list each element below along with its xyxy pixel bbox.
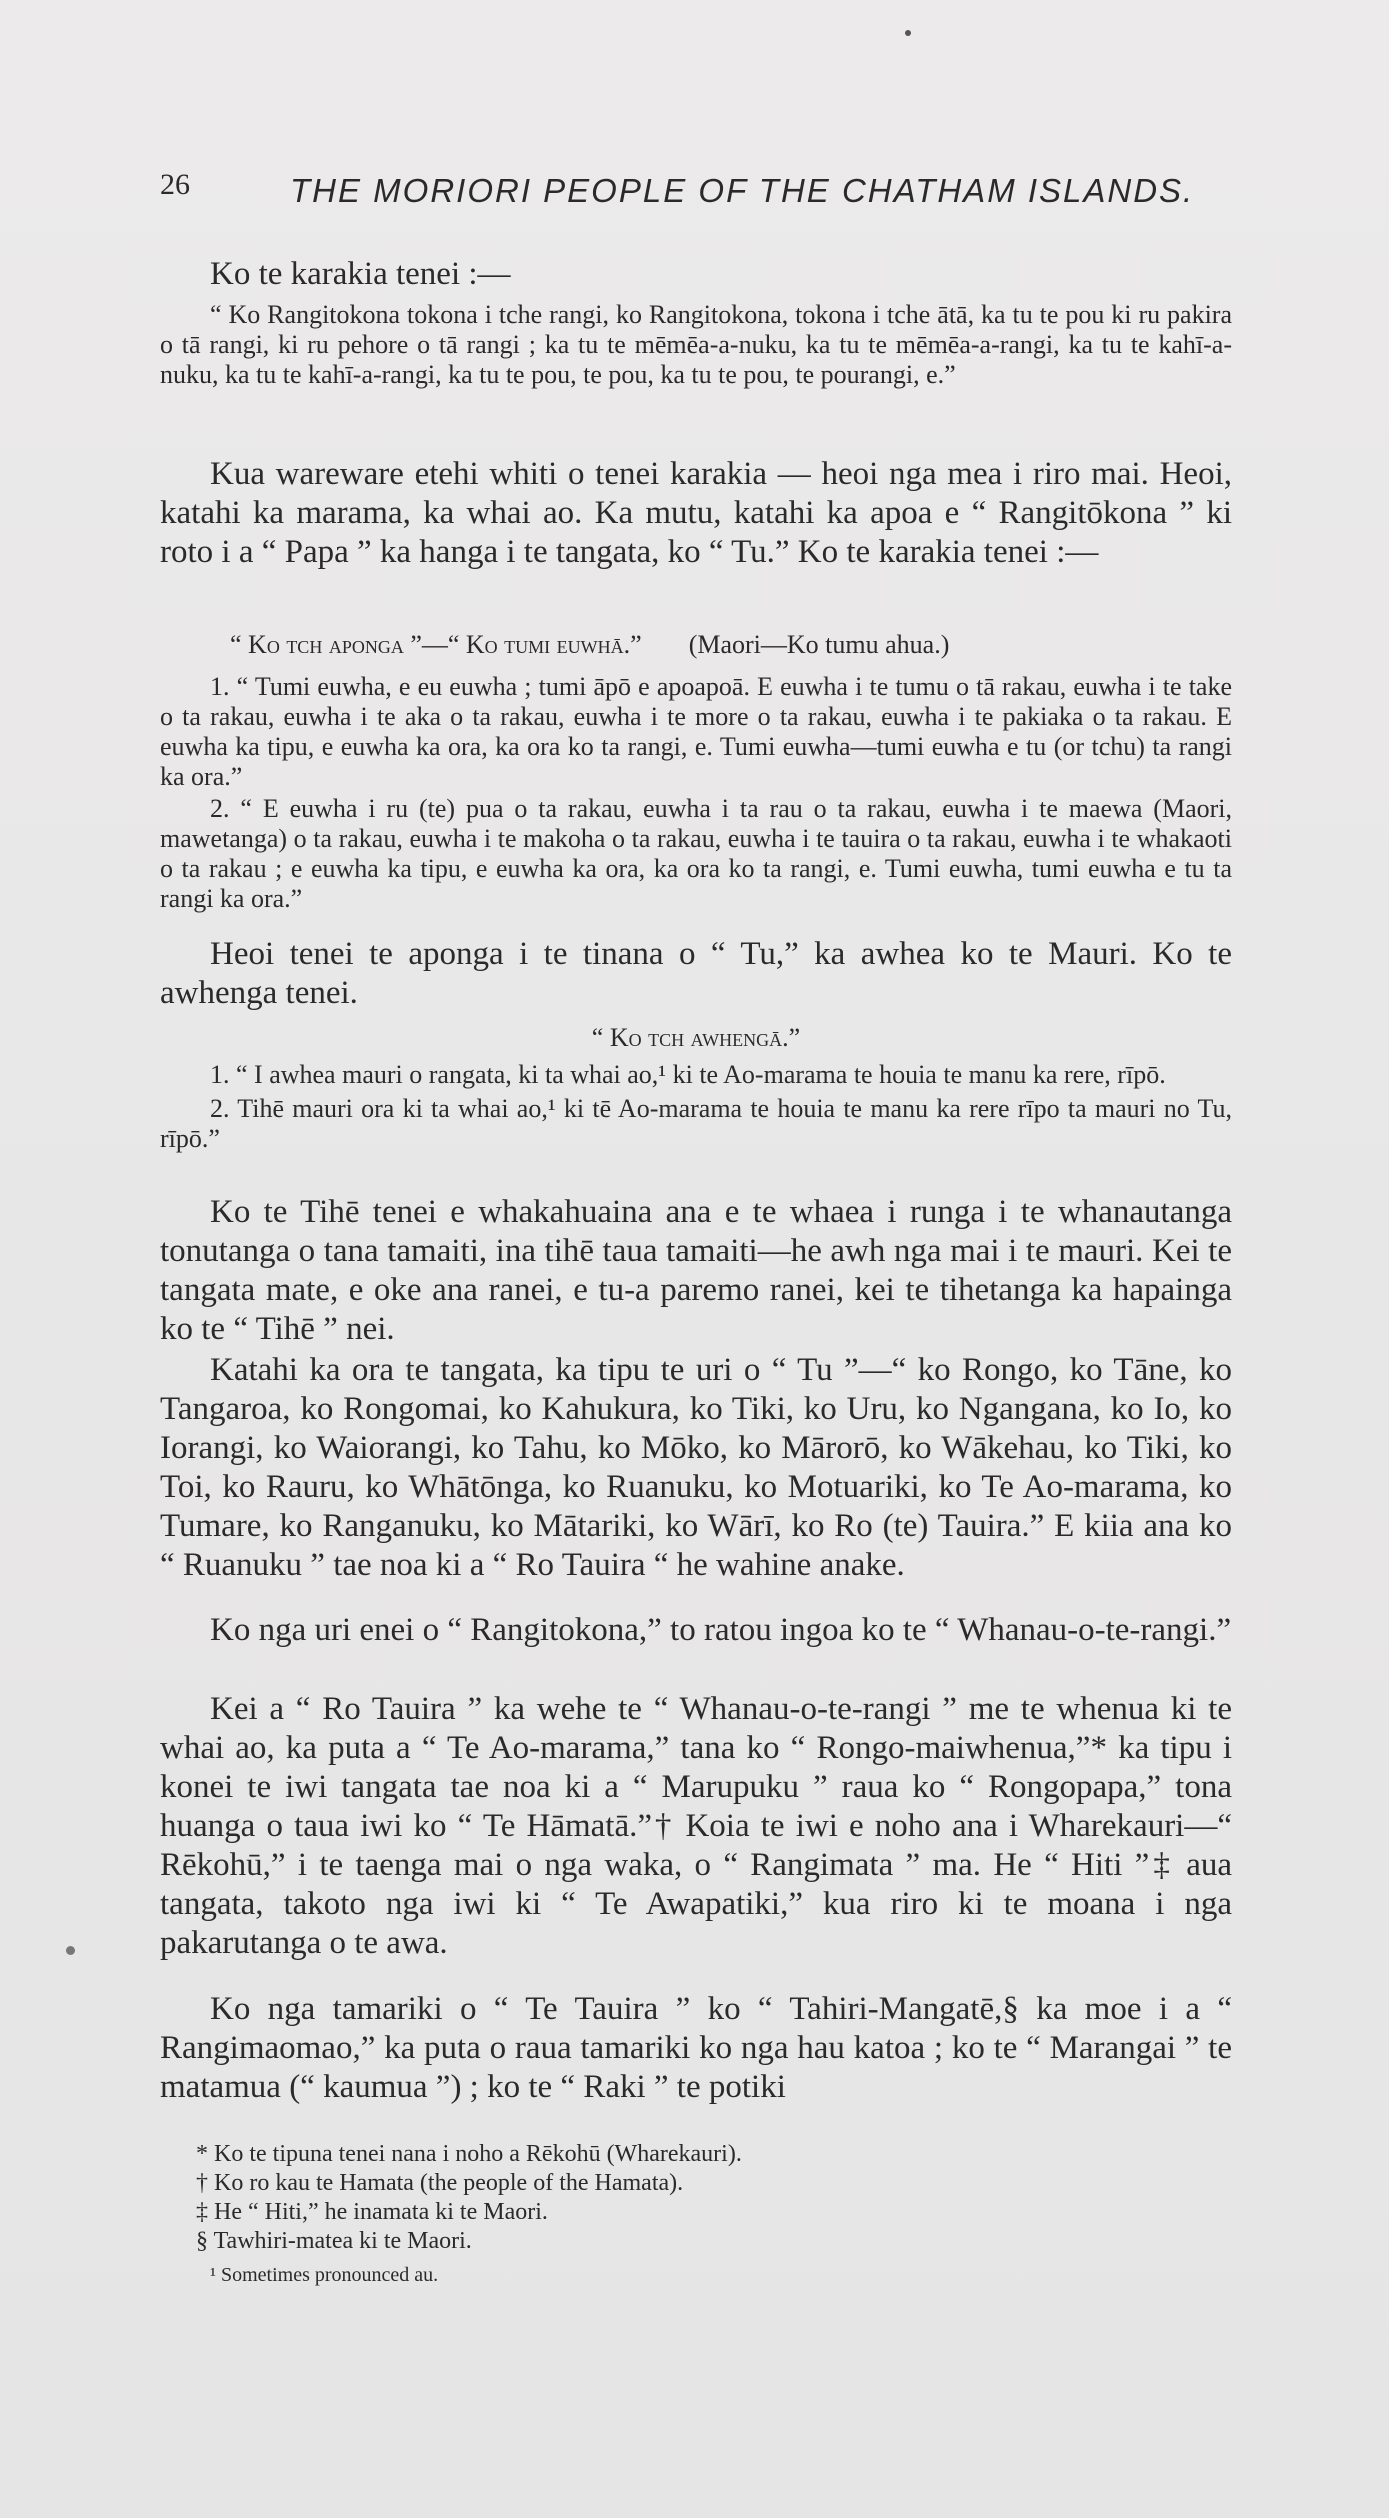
paragraph-5 xyxy=(160,1611,1232,1650)
heading-text: “ Ko tch aponga ”—“ Ko tumi euwhā.” xyxy=(230,630,642,659)
paragraph-text: Katahi ka ora te tangata, ka tipu te uri o “ Tu ”—“ ko Rongo, ko Tāne, ko Tangaroa, ko Rongomai, ko Kahukura, ko Tiki, ko Uru, ko Ngangana, ko Io, ko Iorangi, ko Waiorangi, ko Tahu, ko Mōko, ko Mārorō, ko Wākehau, ko Tiki, ko Toi, ko Rauru, ko Whātōnga, ko Ruanuku, ko Motuariki, ko Te Ao-marama, ko Tumare, ko Ranganuku, ko Mātariki, ko Wārī, ko Ro (te) Tauira.” E kiia ana ko “ Ruanuku ” tae noa ki a “ Ro Tauira “ he wahine anake. xyxy=(160,1352,1232,1583)
heading-note: (Maori—Ko tumu ahua.) xyxy=(688,630,950,659)
section-heading-aponga xyxy=(160,630,1232,660)
body-intro xyxy=(160,255,1232,294)
running-title: THE MORIORI PEOPLE OF THE CHATHAM ISLANDS. xyxy=(290,172,1195,209)
page-number: 26 xyxy=(160,168,190,201)
footnote: § Tawhiri-matea ki te Maori. xyxy=(196,2228,472,2254)
paragraph-text: Kua wareware etehi whiti o tenei karakia — heoi nga mea i riro mai. Heoi, katahi ka marama, ka whai ao. Ka mutu, katahi ka apoa e “ Rangitōkona ” ki roto i a “ Papa ” ka hanga i te tangata, ko “ Tu.” Ko te karakia tenei :— xyxy=(160,456,1232,570)
paragraph-text: Kei a “ Ro Tauira ” ka wehe te “ Whanau-o-te-rangi ” me te whenua ki te whai ao, ka puta a “ Te Ao-marama,” tana ko “ Rongo-maiwhenua,”* ka tipu i konei te iwi tangata tae noa ki a “ Marupuku ” raua ko “ Rongopapa,” tona huanga o taua iwi ko “ Te Hāmatā.”† Koia te iwi e noho ana i Wharekauri—“ Rēkohū,” i te taenga mai o nga waka, o “ Rangimata ” ma. He “ Hiti ”‡ aua tangata, takoto nga iwi ki “ Te Awapatiki,” kua riro ki te moana i nga pakarutanga o te awa. xyxy=(160,1691,1232,1961)
list-item: 1. “ I awhea mauri o rangata, ki ta whai ao,¹ ki te Ao-marama te houia te manu ka rere, rīpō. xyxy=(210,1060,1166,1089)
paragraph-7 xyxy=(160,1990,1232,2107)
numbered-list-awhenga xyxy=(160,1060,1232,1154)
karakia-block xyxy=(160,300,1232,390)
footnote: † Ko ro kau te Hamata (the people of the Hamata). xyxy=(196,2170,684,2196)
list-item: 2. “ E euwha i ru (te) pua o ta rakau, euwha i ta rau o ta rakau, euwha i te maewa (Maori, mawetanga) o ta rakau, euwha i te makoha o ta rakau, euwha i te tauira o ta rakau, euwha i te whakaoti o ta rakau ; e euwha ka tipu, e euwha ka ora, ka ora ko ta rangi, e. Tumi euwha, tumi euwha e tu ta rangi ka ora.” xyxy=(160,794,1232,913)
heading-text: “ Ko tch awhengā.” xyxy=(591,1023,801,1052)
footnote: * Ko te tipuna tenei nana i noho a Rēkohū (Wharekauri). xyxy=(196,2141,742,2167)
running-head xyxy=(160,168,1232,218)
paragraph-text: Heoi tenei te aponga i te tinana o “ Tu,” ka awhea ko te Mauri. Ko te awhenga tenei. xyxy=(160,936,1232,1011)
footnote: ‡ He “ Hiti,” he inamata ki te Maori. xyxy=(196,2199,548,2225)
paper-speck xyxy=(905,30,911,36)
numbered-list-aponga xyxy=(160,672,1232,914)
paragraph-text: Ko nga uri enei o “ Rangitokona,” to ratou ingoa ko te “ Whanau-o-te-rangi.” xyxy=(210,1612,1232,1648)
paragraph-3 xyxy=(160,1193,1232,1349)
paragraph-2 xyxy=(160,935,1232,1013)
paragraph-text: Ko te Tihē tenei e whakahuaina ana e te whaea i runga i te whanautanga tonutanga o tana tamaiti, ina tihē taua tamaiti—he awh nga mai i te mauri. Kei te tangata mate, e oke ana ranei, e tu-a paremo ranei, kei te tihetanga ka hapainga ko te “ Tihē ” nei. xyxy=(160,1194,1232,1347)
paragraph-6 xyxy=(160,1690,1232,1963)
paragraph-text: Ko nga tamariki o “ Te Tauira ” ko “ Tahiri-Mangatē,§ ka moe i a “ Rangimaomao,” ka puta o raua tamariki ko nga hau katoa ; ko te “ Marangai ” te matamua (“ kaumua ”) ; ko te “ Raki ” te potiki xyxy=(160,1991,1232,2105)
list-item: 1. “ Tumi euwha, e eu euwha ; tumi āpō e apoapoā. E euwha i te tumu o tā rakau, euwha i te take o ta rakau, euwha i te aka o ta rakau, euwha i te more o ta rakau, euwha i te pakiaka o ta rakau. E euwha ka tipu, e euwha ka ora, ka ora ko ta rangi, e. Tumi euwha—tumi euwha e tu (or tchu) ta rangi ka ora.” xyxy=(160,672,1232,791)
paragraph-1 xyxy=(160,455,1232,572)
section-heading-awhenga xyxy=(160,1023,1232,1053)
paper-speck xyxy=(66,1946,75,1955)
paragraph-4 xyxy=(160,1351,1232,1585)
sidenote: ¹ Sometimes pronounced au. xyxy=(210,2264,439,2286)
intro-line: Ko te karakia tenei :— xyxy=(210,256,511,292)
footnotes xyxy=(160,2140,1232,2287)
list-item: 2. Tihē mauri ora ki ta whai ao,¹ ki tē Ao-marama te houia te manu ka rere rīpo ta mauri no Tu, rīpō.” xyxy=(160,1094,1232,1153)
karakia-text: “ Ko Rangitokona tokona i tche rangi, ko Rangitokona, tokona i tche ātā, ka tu te pou ki ru pakira o tā rangi, ki ru pehore o tā rangi ; ka tu te mēmēa-a-nuku, ka tu te mēmēa-a-rangi, ka tu te kahī-a-nuku, ka tu te kahī-a-rangi, ka tu te pou, te pou, ka tu te pou, te pourangi, e.” xyxy=(160,300,1232,389)
